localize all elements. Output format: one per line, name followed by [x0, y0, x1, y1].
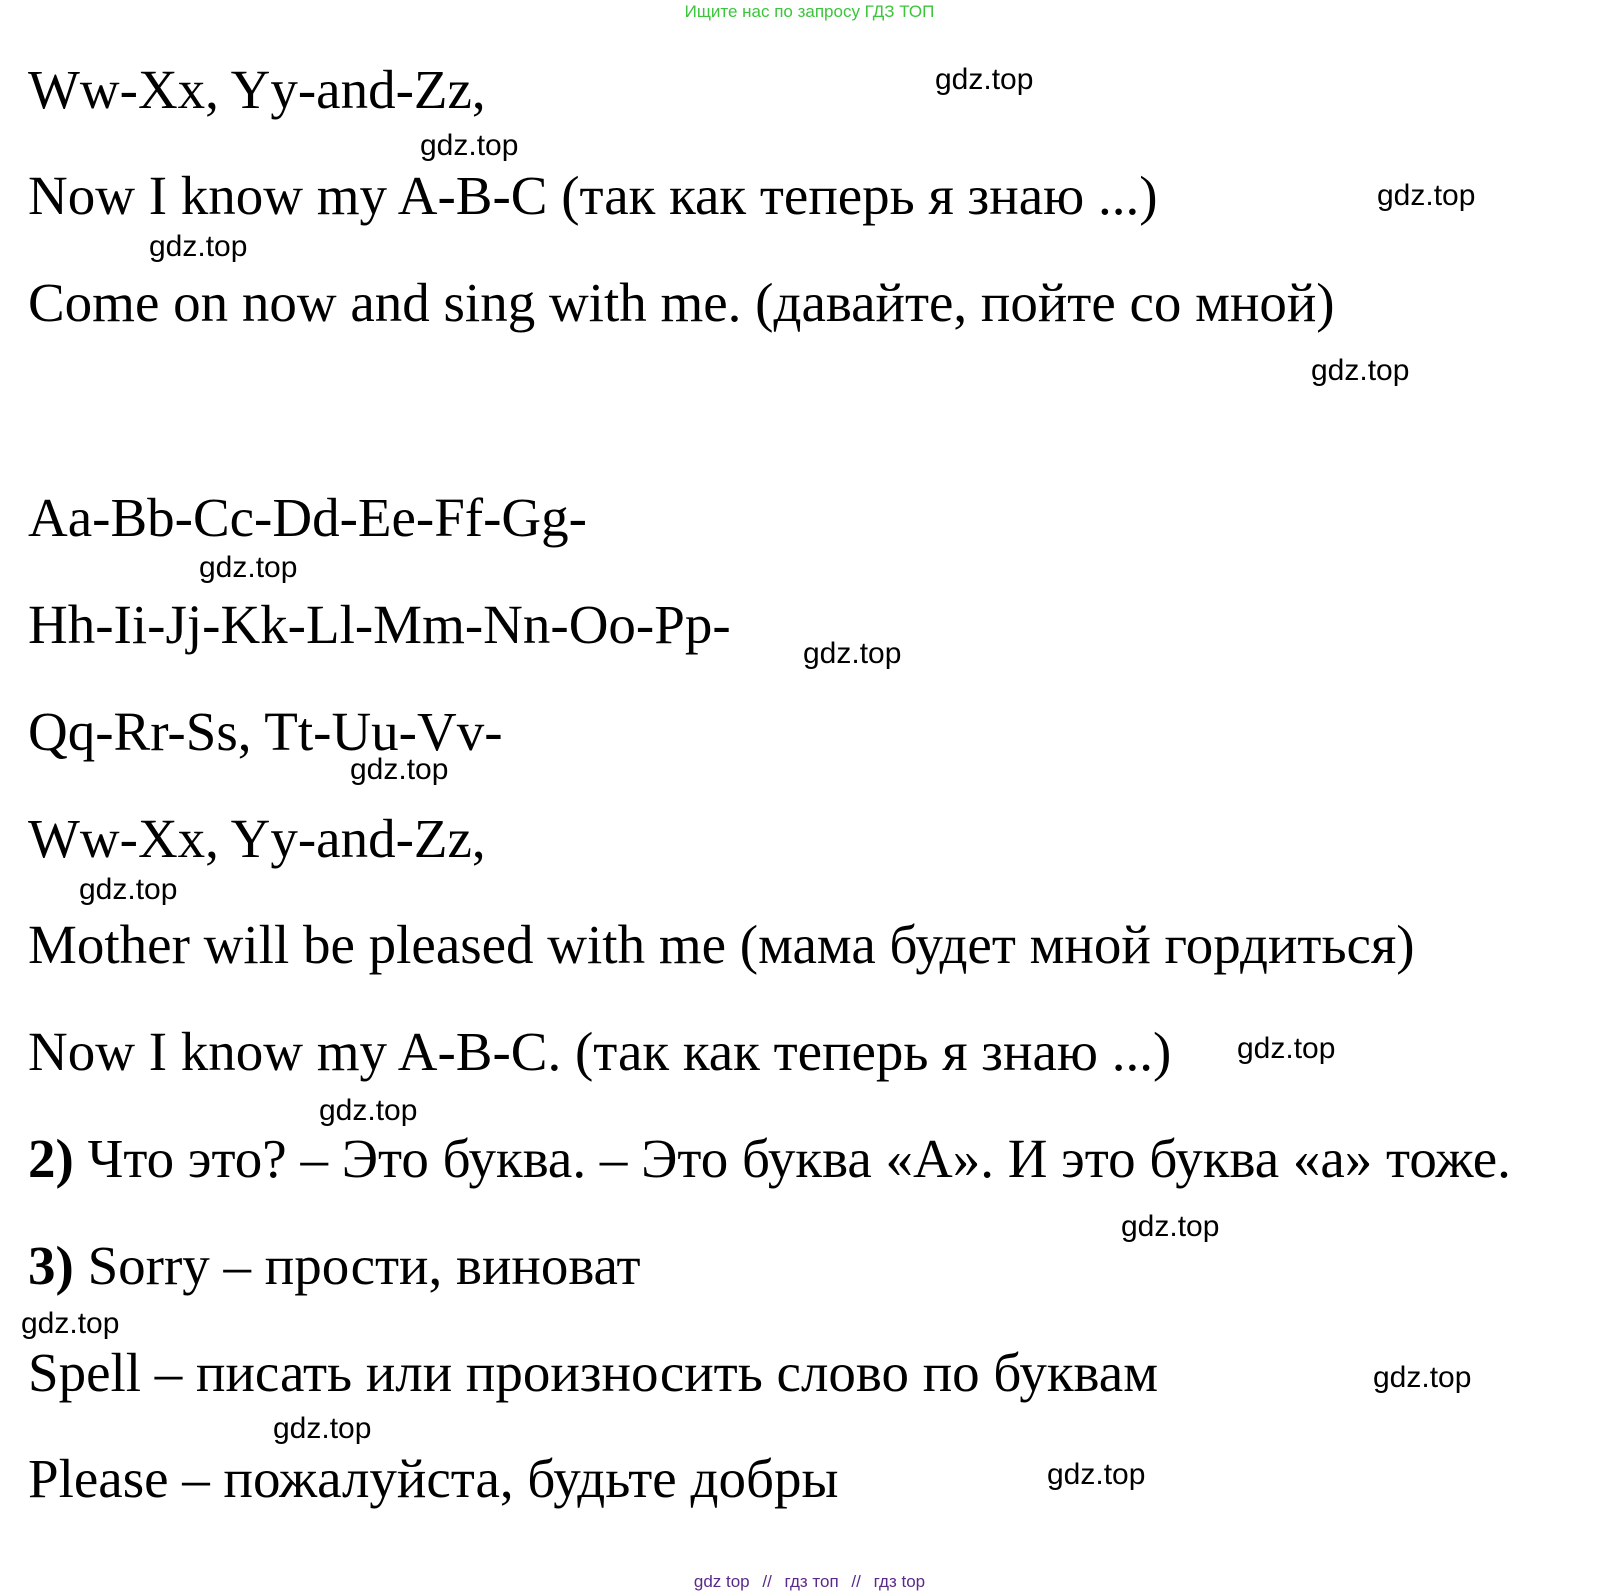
footer-separator: //: [762, 1572, 772, 1591]
watermark: gdz.top: [21, 1307, 120, 1340]
watermark: gdz.top: [1121, 1210, 1220, 1243]
footer-link[interactable]: gdz top: [693, 1572, 750, 1591]
text-line: Please – пожалуйста, будьте добры: [28, 1448, 839, 1509]
text-line-numbered: [28, 1235, 641, 1296]
watermark: gdz.top: [149, 230, 248, 263]
watermark: gdz.top: [803, 637, 902, 670]
item-text: Sorry – прости, виноват: [87, 1235, 641, 1296]
text-line: Mother will be pleased with me (мама будет мной гордиться): [28, 914, 1415, 975]
text-line: Ww-Xx, Yy-and-Zz,: [28, 59, 486, 120]
text-line: Ww-Xx, Yy-and-Zz,: [28, 808, 486, 869]
item-text: Что это? – Это буква. – Это буква «А». И это буква «а» тоже.: [87, 1128, 1511, 1189]
watermark: gdz.top: [319, 1094, 418, 1127]
watermark: gdz.top: [273, 1412, 372, 1445]
footer-link[interactable]: гдз top: [873, 1572, 926, 1591]
text-line: Qq-Rr-Ss, Tt-Uu-Vv-: [28, 701, 503, 762]
watermark: gdz.top: [350, 753, 449, 786]
text-line: Aa-Bb-Cc-Dd-Ee-Ff-Gg-: [28, 487, 587, 548]
watermark: gdz.top: [935, 63, 1034, 96]
footer: [0, 1572, 1619, 1592]
watermark: gdz.top: [199, 551, 298, 584]
watermark: gdz.top: [1377, 179, 1476, 212]
watermark: gdz.top: [79, 873, 178, 906]
watermark: gdz.top: [1311, 354, 1410, 387]
text-line: Hh-Ii-Jj-Kk-Ll-Mm-Nn-Oo-Pp-: [28, 594, 731, 655]
footer-separator: //: [851, 1572, 861, 1591]
footer-link[interactable]: гдз топ: [784, 1572, 839, 1591]
watermark: gdz.top: [1237, 1032, 1336, 1065]
text-line: Come on now and sing with me. (давайте, пойте со мной): [28, 272, 1335, 333]
text-line: Now I know my A-B-C (так как теперь я знаю ...): [28, 165, 1158, 226]
text-line-numbered: [28, 1128, 1511, 1189]
text-line: Spell – писать или произносить слово по буквам: [28, 1342, 1158, 1403]
watermark: gdz.top: [1047, 1458, 1146, 1491]
top-banner: Ищите нас по запросу ГДЗ ТОП: [684, 2, 935, 21]
item-number: 2): [28, 1128, 74, 1189]
text-line: Now I know my A-B-C. (так как теперь я знаю ...): [28, 1021, 1172, 1082]
watermark: gdz.top: [1373, 1361, 1472, 1394]
watermark: gdz.top: [420, 129, 519, 162]
item-number: 3): [28, 1235, 74, 1296]
